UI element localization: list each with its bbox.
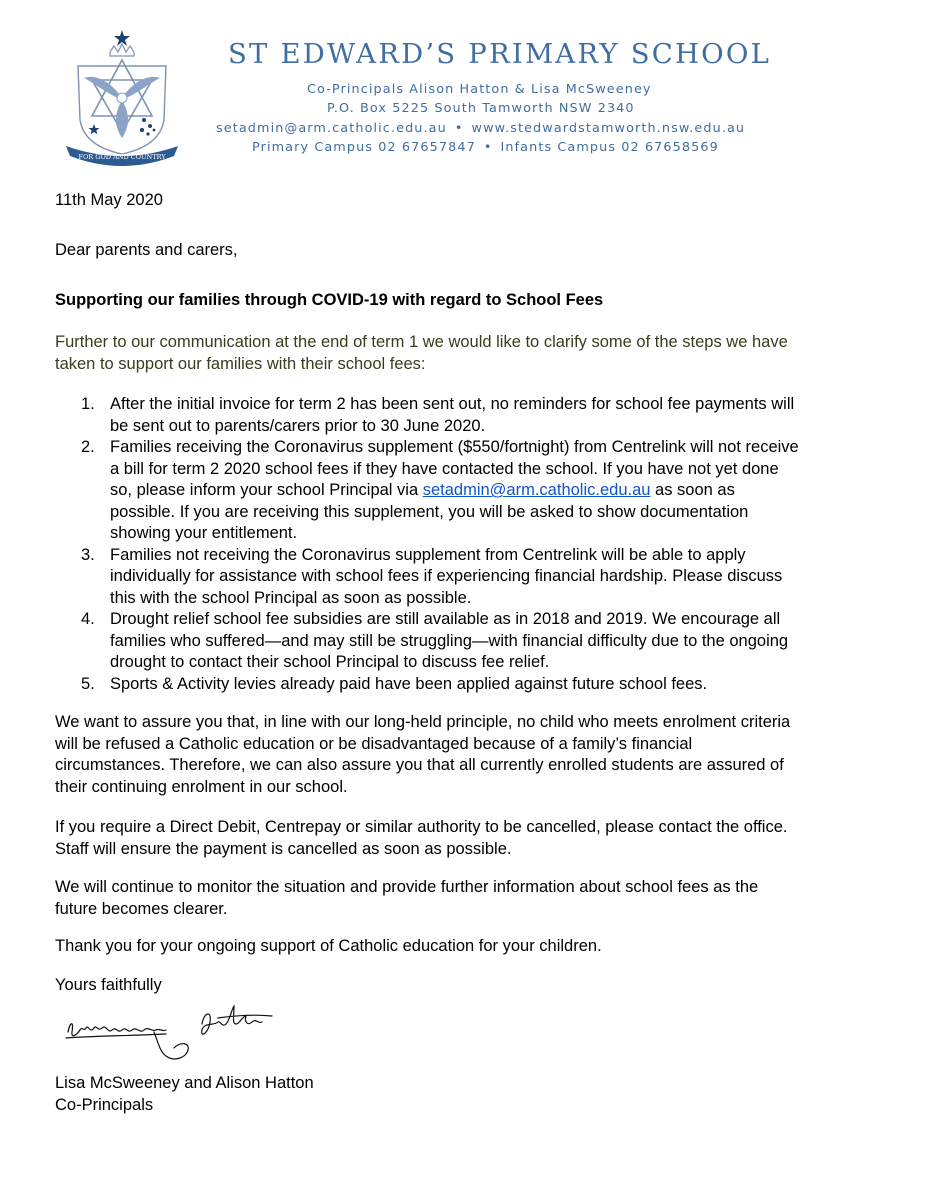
list-item bbox=[55, 545, 885, 610]
intro-line: Further to our communication at the end of term 1 we would like to clarify some of the steps we have bbox=[55, 333, 788, 351]
letter-date: 11th May 2020 bbox=[55, 191, 163, 209]
letterhead-website[interactable]: www.stedwardstamworth.nsw.edu.au bbox=[471, 121, 746, 136]
monitoring-paragraph bbox=[55, 877, 758, 920]
list-line: Drought relief school fee subsidies are still available as in 2018 and 2019. We encourage all bbox=[110, 610, 781, 628]
paragraph-line: Staff will ensure the payment is cancelled as soon as possible. bbox=[55, 839, 512, 858]
campus-phone-line bbox=[252, 140, 719, 155]
list-number: 2. bbox=[81, 438, 95, 456]
infants-campus-phone: Infants Campus 02 67658569 bbox=[500, 140, 719, 155]
list-line: showing your entitlement. bbox=[110, 524, 298, 542]
paragraph-line: will be refused a Catholic education or be disadvantaged because of a family’s financial bbox=[55, 734, 693, 753]
paragraph-line: If you require a Direct Debit, Centrepay or similar authority to be cancelled, please contact the office. bbox=[55, 818, 788, 836]
list-line bbox=[110, 480, 885, 502]
intro-paragraph bbox=[55, 332, 788, 375]
list-number: 3. bbox=[81, 545, 95, 564]
list-line: drought to contact their school Principal to discuss fee relief. bbox=[110, 653, 550, 671]
email-link[interactable]: setadmin@arm.catholic.edu.au bbox=[422, 481, 651, 499]
list-line: Families receiving the Coronavirus supplement ($550/fortnight) from Centrelink will not receive bbox=[110, 438, 799, 456]
assurance-paragraph bbox=[55, 712, 790, 798]
paragraph-line: future becomes clearer. bbox=[55, 899, 228, 918]
list-line: families who suffered—and may still be struggling—with financial difficulty due to the ongoing bbox=[110, 631, 789, 650]
signer-names: Lisa McSweeney and Alison Hatton bbox=[55, 1074, 314, 1092]
intro-line: taken to support our families with their school fees: bbox=[55, 354, 426, 373]
list-line-text: so, please inform your school Principal via bbox=[110, 481, 423, 499]
thank-you-paragraph: Thank you for your ongoing support of Catholic education for your children. bbox=[55, 937, 602, 955]
bullet-separator: • bbox=[483, 140, 493, 155]
list-line: this with the school Principal as soon as possible. bbox=[110, 588, 472, 607]
letterhead-email[interactable]: setadmin@arm.catholic.edu.au bbox=[216, 121, 447, 136]
list-item bbox=[55, 674, 885, 696]
list-number: 1. bbox=[81, 395, 95, 413]
list-line: individually for assistance with school fees if experiencing financial hardship. Please discuss bbox=[110, 567, 783, 585]
list-line: After the initial invoice for term 2 has been sent out, no reminders for school fee payments will bbox=[110, 395, 795, 413]
crest-motto: FOR GOD AND COUNTRY bbox=[78, 153, 166, 161]
list-line: Families not receiving the Coronavirus supplement from Centrelink will be able to apply bbox=[110, 545, 746, 564]
list-item bbox=[55, 437, 885, 545]
list-line: Sports & Activity levies already paid have been applied against future school fees. bbox=[110, 674, 708, 693]
list-number: 5. bbox=[81, 674, 95, 693]
contact-line bbox=[216, 121, 745, 136]
salutation: Dear parents and carers, bbox=[55, 241, 238, 259]
closing: Yours faithfully bbox=[55, 976, 162, 994]
handwritten-signatures bbox=[62, 1002, 277, 1070]
co-principals-line: Co-Principals Alison Hatton & Lisa McSweeney bbox=[307, 82, 652, 97]
paragraph-line: their continuing enrolment in our school. bbox=[55, 777, 348, 796]
list-line: possible. If you are receiving this supplement, you will be asked to show documentation bbox=[110, 502, 749, 521]
paragraph-line: We will continue to monitor the situation and provide further information about school fees as the bbox=[55, 878, 759, 896]
direct-debit-paragraph bbox=[55, 817, 788, 860]
primary-campus-phone: Primary Campus 02 67657847 bbox=[252, 140, 476, 155]
bullet-separator: • bbox=[454, 121, 464, 136]
letter-subject: Supporting our families through COVID-19 with regard to School Fees bbox=[55, 291, 604, 309]
paragraph-line: circumstances. Therefore, we can also assure you that all currently enrolled students are assured of bbox=[55, 756, 784, 774]
list-line-text: as soon as bbox=[650, 481, 735, 499]
paragraph-line: We want to assure you that, in line with our long-held principle, no child who meets enrolment criteria bbox=[55, 713, 791, 731]
school-name: ST EDWARD’S PRIMARY SCHOOL bbox=[228, 38, 772, 70]
school-crest-logo bbox=[64, 28, 180, 168]
list-number: 4. bbox=[81, 610, 95, 628]
list-line: be sent out to parents/carers prior to 30 June 2020. bbox=[110, 416, 486, 435]
list-line: a bill for term 2 2020 school fees if they have contacted the school. If you have not yet done bbox=[110, 459, 779, 478]
letterhead bbox=[0, 0, 927, 175]
signer-title: Co-Principals bbox=[55, 1096, 154, 1114]
list-item bbox=[55, 394, 885, 437]
steps-list bbox=[55, 394, 885, 695]
list-item bbox=[55, 609, 885, 674]
postal-address: P.O. Box 5225 South Tamworth NSW 2340 bbox=[327, 101, 635, 116]
